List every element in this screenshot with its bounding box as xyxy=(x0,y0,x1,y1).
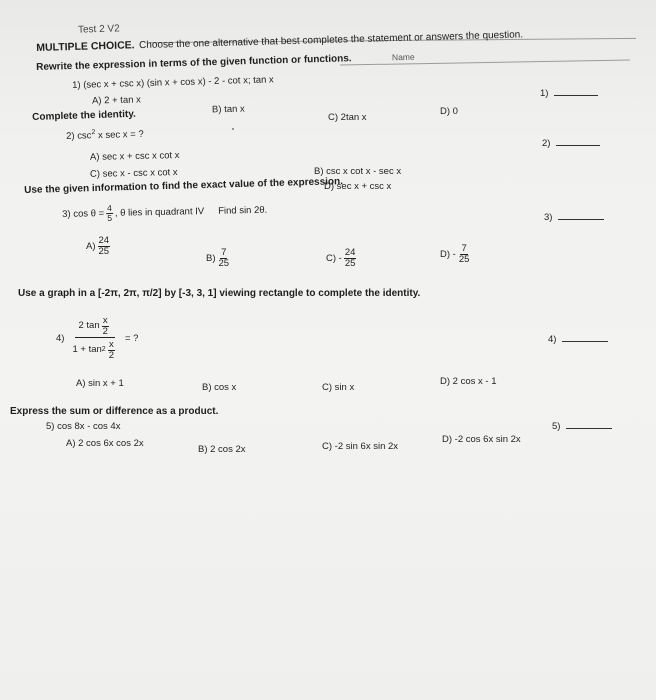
q3-choice-c-label: C) xyxy=(326,252,337,264)
name-label: Name xyxy=(391,51,415,63)
q3-choice-b-num: 7 xyxy=(221,247,227,258)
q3-choice-d-fraction xyxy=(458,244,471,265)
q4-choice-b: B) cos x xyxy=(202,382,237,393)
q1-number: 1) xyxy=(72,79,81,91)
section-identity: Complete the identity. xyxy=(32,108,137,123)
q4-num-half xyxy=(102,316,109,337)
q2-choice-b: B) csc x cot x - sec x xyxy=(314,166,402,177)
q3-choice-b-label: B) xyxy=(206,252,216,264)
q3-choice-a-label: A) xyxy=(86,240,96,252)
q3-choice-c-sign: - xyxy=(338,252,342,264)
q4-choice-a: A) sin x + 1 xyxy=(76,378,124,389)
q4-choice-d: D) 2 cos x - 1 xyxy=(440,376,497,387)
q3-choice-d-label: D) xyxy=(440,248,451,260)
q2-choice-d: D) sec x + csc x xyxy=(324,181,392,192)
q4-num-half-2: 2 xyxy=(102,325,108,337)
q4-equals: = ? xyxy=(124,332,139,344)
answer-1-label: 1) xyxy=(540,88,549,99)
q2-choice-c: C) sec x - csc x cot x xyxy=(89,167,178,180)
answer-1 xyxy=(540,86,598,99)
answer-3 xyxy=(544,210,604,223)
stray-dot xyxy=(232,128,234,130)
q3-choice-c xyxy=(326,248,358,269)
q3-choice-b-den: 25 xyxy=(218,257,230,269)
q5-line xyxy=(46,421,120,432)
q3-choice-d-num: 7 xyxy=(461,243,467,254)
test-label: Test 2 V2 xyxy=(77,23,120,36)
q3-choice-d xyxy=(440,244,472,265)
q3-number: 3) xyxy=(62,208,71,220)
q1-choice-b: B) tan x xyxy=(211,103,245,116)
answer-3-label: 3) xyxy=(544,212,553,223)
q4-den-half-x: x xyxy=(108,338,114,350)
q2-prompt-csc: csc xyxy=(77,130,92,142)
q4-den-half-2: 2 xyxy=(108,349,114,361)
q2-prompt-rest: x sec x = ? xyxy=(95,128,144,142)
q1-choice-d: D) 0 xyxy=(440,106,458,117)
q3-choice-c-num: 24 xyxy=(344,247,356,258)
q1-prompt: (sec x + csc x) (sin x + cos x) - 2 - cot x; tan x xyxy=(83,74,274,91)
answer-5-blank[interactable] xyxy=(566,419,612,429)
q4-den-half xyxy=(108,340,115,361)
q5-choice-a: A) 2 cos 6x cos 2x xyxy=(66,438,144,449)
name-rule xyxy=(340,59,630,65)
q2-prompt-exp: 2 xyxy=(91,129,96,137)
q4-choice-c: C) sin x xyxy=(322,382,355,393)
q2-choice-a: A) sec x + csc x cot x xyxy=(89,150,180,163)
section-exact: Use the given information to find the exact value of the expression. xyxy=(24,176,344,196)
answer-5-label: 5) xyxy=(552,421,561,432)
q5-number: 5) xyxy=(46,421,55,432)
q3-choice-b xyxy=(206,248,232,269)
answer-1-blank[interactable] xyxy=(554,86,598,96)
q4-num-tan: 2 tan xyxy=(78,320,100,332)
instructions: Choose the one alternative that best completes the statement or answers the question. xyxy=(138,29,524,52)
q3-prompt-find: Find sin 2θ. xyxy=(218,204,268,217)
q1-line xyxy=(72,74,274,91)
title: MULTIPLE CHOICE. xyxy=(36,39,135,54)
q1-choice-a: A) 2 + tan x xyxy=(91,94,141,107)
section-product: Express the sum or difference as a product. xyxy=(10,406,219,417)
answer-2-blank[interactable] xyxy=(556,136,600,146)
answer-4-label: 4) xyxy=(548,334,557,345)
q4-numerator xyxy=(75,316,115,338)
answer-2 xyxy=(542,136,600,149)
q5-choice-d: D) -2 cos 6x sin 2x xyxy=(442,434,521,445)
answer-4 xyxy=(548,332,608,345)
answer-3-blank[interactable] xyxy=(558,210,604,220)
q3-choice-d-sign: - xyxy=(452,248,456,260)
answer-2-label: 2) xyxy=(542,138,551,149)
section-rewrite: Rewrite the expression in terms of the given function or functions. xyxy=(36,53,352,73)
q3-choice-b-fraction xyxy=(218,248,231,269)
q3-fraction-num: 4 xyxy=(106,202,112,214)
q4-line xyxy=(56,316,138,361)
q3-fraction-den: 5 xyxy=(107,212,113,223)
answer-4-blank[interactable] xyxy=(562,332,608,342)
q5-choice-b: B) 2 cos 2x xyxy=(198,444,246,455)
q4-denominator: 1 + tan 2 $\frac{x}{2}$ xyxy=(72,338,114,361)
q3-choice-d-den: 25 xyxy=(458,253,470,265)
q3-fraction xyxy=(106,204,113,223)
q4-num-half-x: x xyxy=(102,315,108,326)
q2-line xyxy=(66,129,144,142)
q5-choice-c: C) -2 sin 6x sin 2x xyxy=(322,441,399,452)
q3-choice-c-den: 25 xyxy=(344,257,356,269)
q3-choice-a-den: 25 xyxy=(98,245,110,257)
q3-choice-a-num: 24 xyxy=(98,235,110,246)
section-graph: Use a graph in a [-2π, 2π, π/2] by [-3, 3, 1] viewing rectangle to complete the identity. xyxy=(18,288,421,299)
q4-fraction xyxy=(68,316,121,361)
q3-choice-a xyxy=(86,236,112,257)
q2-number: 2) xyxy=(66,130,75,142)
q5-prompt: cos 8x - cos 4x xyxy=(57,421,121,432)
q3-prompt-quadrant: , θ lies in quadrant IV xyxy=(114,205,205,219)
q3-choice-a-fraction xyxy=(98,236,111,257)
q3-prompt-cos: cos θ = xyxy=(73,208,105,220)
q4-number: 4) xyxy=(56,332,65,344)
answer-5 xyxy=(552,419,612,432)
q3-choice-c-fraction xyxy=(344,248,357,269)
q1-choice-c: C) 2tan x xyxy=(328,112,367,123)
q4-den-tan: 1 + tan xyxy=(72,344,102,356)
q3-line xyxy=(62,201,267,224)
